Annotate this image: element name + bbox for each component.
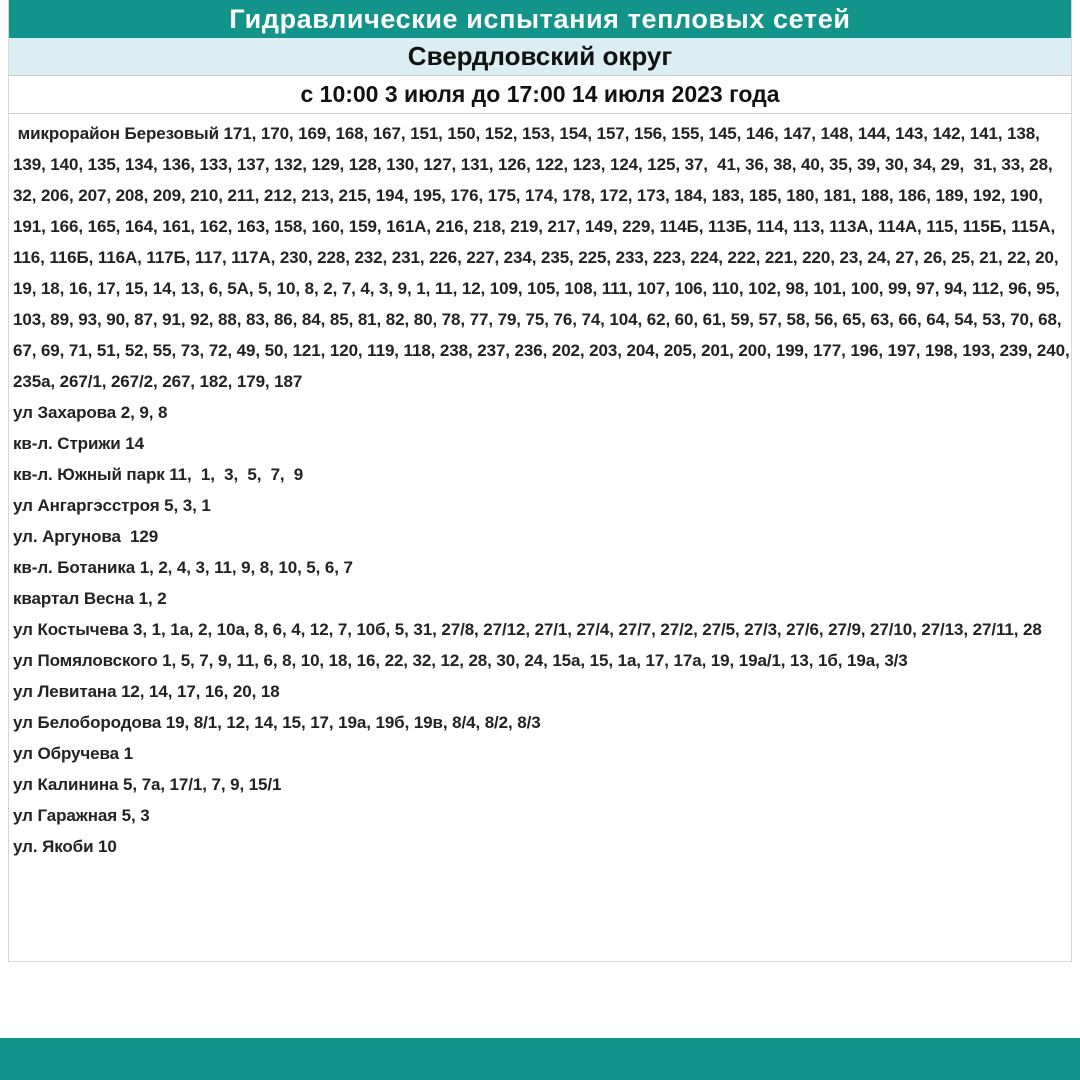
address-item: кв-л. Стрижи 14 xyxy=(13,434,144,453)
address-item: ул Левитана 12, 14, 17, 16, 20, 18 xyxy=(13,682,280,701)
address-item: ул Обручева 1 xyxy=(13,744,133,763)
address-item: кв-л. Ботаника 1, 2, 4, 3, 11, 9, 8, 10, 5, 6, 7 xyxy=(13,558,353,577)
address-item: ул Костычева 3, 1, 1а, 2, 10а, 8, 6, 4, 12, 7, 10б, 5, 31, 27/8, 27/12, 27/1, 27/4, 27/7, 27/2, 27/5, 27/3, 27/6, 27/9, 27/10, 27/13, 27/11, 28 xyxy=(13,620,1042,639)
district-title: Свердловский округ xyxy=(9,38,1071,76)
address-item: ул Помяловского 1, 5, 7, 9, 11, 6, 8, 10, 18, 16, 22, 32, 12, 28, 30, 24, 15а, 15, 1а, 17, 17а, 19, 19а/1, 13, 1б, 19а, 3/3 xyxy=(13,651,908,670)
address-item: ул. Аргунова 129 xyxy=(13,527,159,546)
period-text: с 10:00 3 июля до 17:00 14 июля 2023 года xyxy=(9,76,1071,114)
footer-bar xyxy=(0,1038,1080,1080)
address-item: ул Ангаргэсстроя 5, 3, 1 xyxy=(13,496,211,515)
notice-card xyxy=(8,0,1075,962)
address-item: ул Калинина 5, 7а, 17/1, 7, 9, 15/1 xyxy=(13,775,282,794)
address-item: ул Захарова 2, 9, 8 xyxy=(13,403,168,422)
address-item: ул Гаражная 5, 3 xyxy=(13,806,150,825)
notice-title: Гидравлические испытания тепловых сетей xyxy=(9,0,1071,38)
address-item: ул. Якоби 10 xyxy=(13,837,117,856)
address-item: кв-л. Южный парк 11, 1, 3, 5, 7, 9 xyxy=(13,465,304,484)
address-list xyxy=(9,114,1075,862)
address-item: квартал Весна 1, 2 xyxy=(13,589,167,608)
address-item: микрорайон Березовый 171, 170, 169, 168, 167, 151, 150, 152, 153, 154, 157, 156, 155, 145, 146, 147, 148, 144, 143, 142, 141, 138, 139, 140, 135, 134, 136, 133, 137, 132, 129, 128, 130, 127, 131, 126, 122, 123, 124, 125, 37, 41, 36, 38, 40, 35, 39, 30, 34, 29, 31, 33, 28, 32, 206, 207, 208, 209, 210, 211, 212, 213, 215, 194, 195, 176, 175, 174, 178, 172, 173, 184, 183, 185, 180, 181, 188, 186, 189, 192, 190, 191, 166, 165, 164, 161, 162, 163, 158, 160, 159, 161А, 216, 218, 219, 217, 149, 229, 114Б, 113Б, 114, 113, 113А, 114А, 115, 115Б, 115А, 116, 116Б, 116А, 117Б, 117, 117А, 230, 228, 232, 231, 226, 227, 234, 235, 225, 233, 223, 224, 222, 221, 220, 23, 24, 27, 26, 25, 21, 22, 20, 19, 18, 16, 17, 15, 14, 13, 6, 5А, 5, 10, 8, 2, 7, 4, 3, 9, 1, 11, 12, 109, 105, 108, 111, 107, 106, 110, 102, 98, 101, 100, 99, 97, 94, 112, 96, 95, 103, 89, 93, 90, 87, 91, 92, 88, 83, 86, 84, 85, 81, 82, 80, 78, 77, 79, 75, 76, 74, 104, 62, 60, 61, 59, 57, 58, 56, 65, 63, 66, 64, 54, 53, 70, 68, 67, 69, 71, 51, 52, 55, 73, 72, 49, 50, 121, 120, 119, 118, 238, 237, 236, 202, 203, 204, 205, 201, 200, 199, 177, 196, 197, 198, 193, 239, 240, 235а, 267/1, 267/2, 267, 182, 179, 187 xyxy=(13,124,1075,391)
address-item: ул Белобородова 19, 8/1, 12, 14, 15, 17, 19а, 19б, 19в, 8/4, 8/2, 8/3 xyxy=(13,713,541,732)
